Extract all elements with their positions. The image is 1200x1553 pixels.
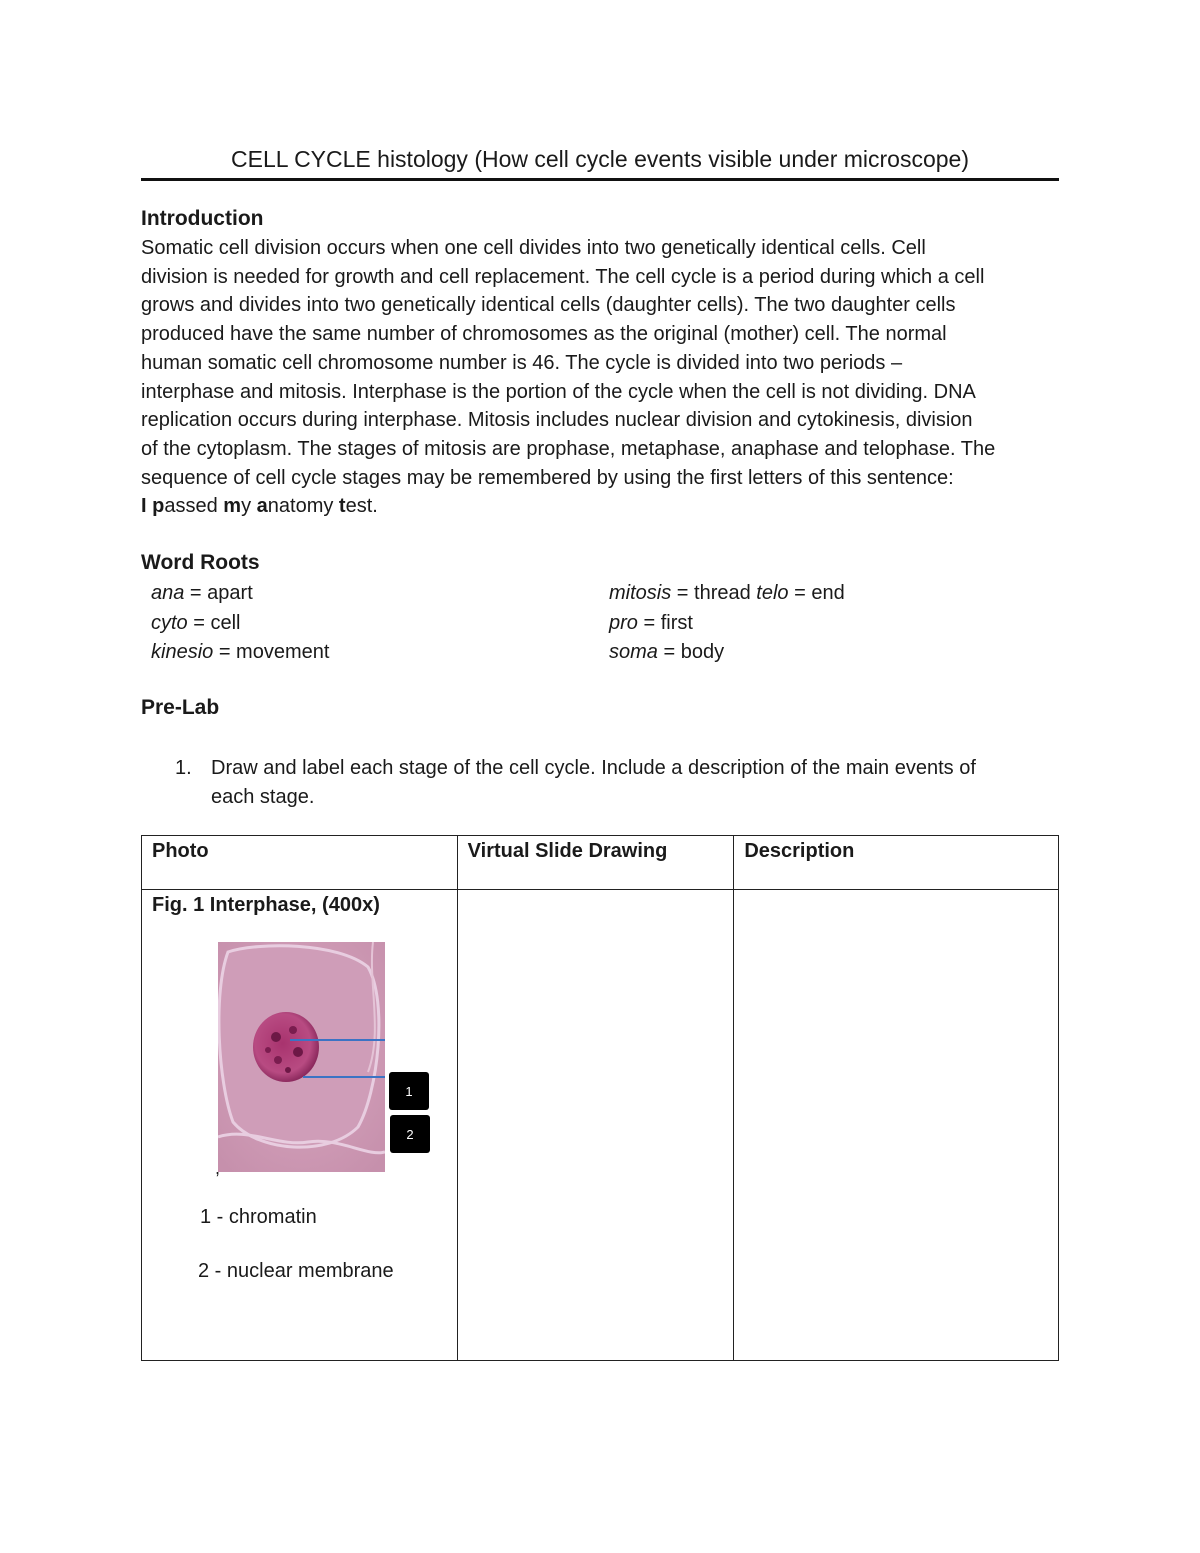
mnemonic-sentence: I passed my anatomy test. [141, 495, 378, 518]
word-root-item: cyto = cell [151, 611, 241, 634]
cell-cycle-table [141, 835, 1059, 1361]
intro-line: human somatic cell chromosome number is 46. The cycle is divided into two periods – [141, 351, 903, 374]
intro-line: sequence of cell cycle stages may be remembered by using the first letters of this sentence: [141, 466, 954, 489]
legend-nuclear-membrane: 2 - nuclear membrane [198, 1260, 394, 1282]
intro-line: produced have the same number of chromosomes as the original (mother) cell. The normal [141, 323, 947, 346]
label-marker-1: 1 [389, 1072, 429, 1110]
intro-line: division is needed for growth and cell replacement. The cell cycle is a period during which a cell [141, 265, 985, 288]
word-root-item: pro = first [609, 611, 693, 634]
photo-cell [142, 890, 458, 1361]
legend-chromatin: 1 - chromatin [200, 1206, 317, 1228]
word-root-item: soma = body [609, 641, 725, 663]
interphase-micrograph [218, 942, 385, 1172]
stray-comma: , [215, 1158, 221, 1178]
intro-line: replication occurs during interphase. Mitosis includes nuclear division and cytokinesis, division [141, 409, 973, 432]
figure-caption: Fig. 1 Interphase, (400x) [152, 894, 380, 916]
list-item-text: Draw and label each stage of the cell cycle. Include a description of the main events of each stage. [211, 757, 976, 808]
word-roots-heading: Word Roots [141, 551, 260, 574]
word-root-item: ana = apart [151, 582, 253, 604]
header-virtual-slide-drawing: Virtual Slide Drawing [457, 836, 734, 890]
virtual-slide-drawing-cell[interactable] [457, 890, 734, 1361]
word-roots-right-column [609, 579, 845, 668]
word-root-item: kinesio = movement [151, 641, 330, 663]
prelab-heading: Pre-Lab [141, 696, 220, 719]
header-photo: Photo [142, 836, 458, 890]
intro-line: of the cytoplasm. The stages of mitosis are prophase, metaphase, anaphase and telophase. The [141, 437, 996, 460]
table-row [142, 890, 1059, 1361]
list-number: 1. [175, 757, 192, 779]
document-title: CELL CYCLE histology (How cell cycle events visible under microscope) [141, 144, 1059, 181]
description-cell[interactable] [734, 890, 1059, 1361]
intro-line: interphase and mitosis. Interphase is the portion of the cycle when the cell is not dividing. DNA [141, 380, 976, 403]
header-description: Description [734, 836, 1059, 890]
word-root-item: mitosis = thread telo = end [609, 582, 845, 604]
introduction-paragraph [141, 234, 1059, 521]
label-marker-2: 2 [390, 1115, 430, 1153]
table-header-row [142, 836, 1059, 890]
intro-line: grows and divides into two genetically identical cells (daughter cells). The two daughter cells [141, 294, 956, 317]
introduction-heading: Introduction [141, 207, 264, 230]
intro-line: Somatic cell division occurs when one cell divides into two genetically identical cells. Cell [141, 237, 926, 259]
word-roots-left-column [151, 579, 329, 668]
